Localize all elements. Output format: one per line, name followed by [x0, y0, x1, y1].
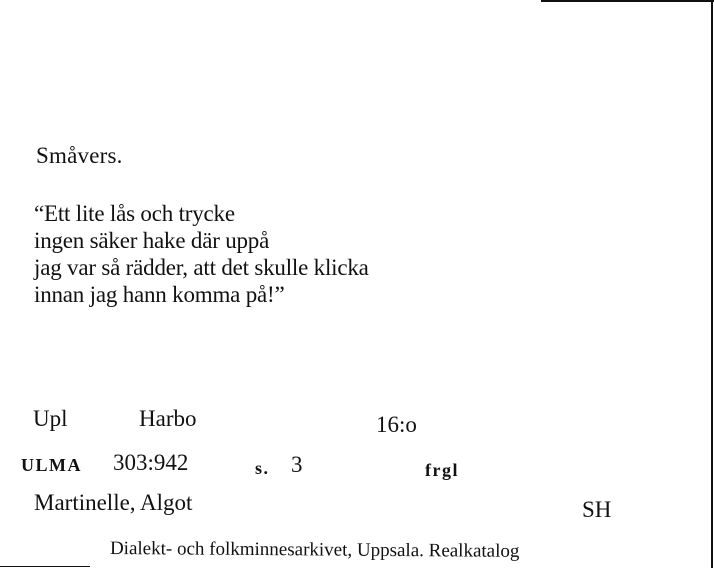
card-edge-right: [711, 0, 713, 568]
archive-footer: Dialekt- och folkminnesarkivet, Uppsala. Realkatalog: [109, 538, 520, 562]
page-number: 3: [291, 452, 303, 477]
collector-name: Martinelle, Algot: [34, 490, 193, 515]
card-edge-top: [541, 0, 714, 2]
archive-code: ULMA: [21, 455, 82, 475]
verse-line: innan jag hann komma på!”: [34, 282, 285, 307]
region-label: Upl: [33, 406, 68, 431]
card-edge-bottom: [0, 566, 90, 567]
initials-label: SH: [582, 497, 612, 522]
archive-number: 303:942: [113, 450, 189, 475]
verse-line: ingen säker hake där uppå: [34, 228, 270, 253]
classification-label: 16:o: [376, 412, 417, 437]
type-code: frgl: [425, 460, 459, 480]
verse-block: [34, 200, 369, 308]
verse-line: “Ett lite lås och trycke: [34, 201, 235, 226]
page-label: s.: [255, 458, 270, 478]
card-title: Småvers.: [36, 143, 123, 168]
verse-line: jag var så rädder, att det skulle klicka: [34, 255, 369, 280]
parish-label: Harbo: [139, 406, 197, 431]
